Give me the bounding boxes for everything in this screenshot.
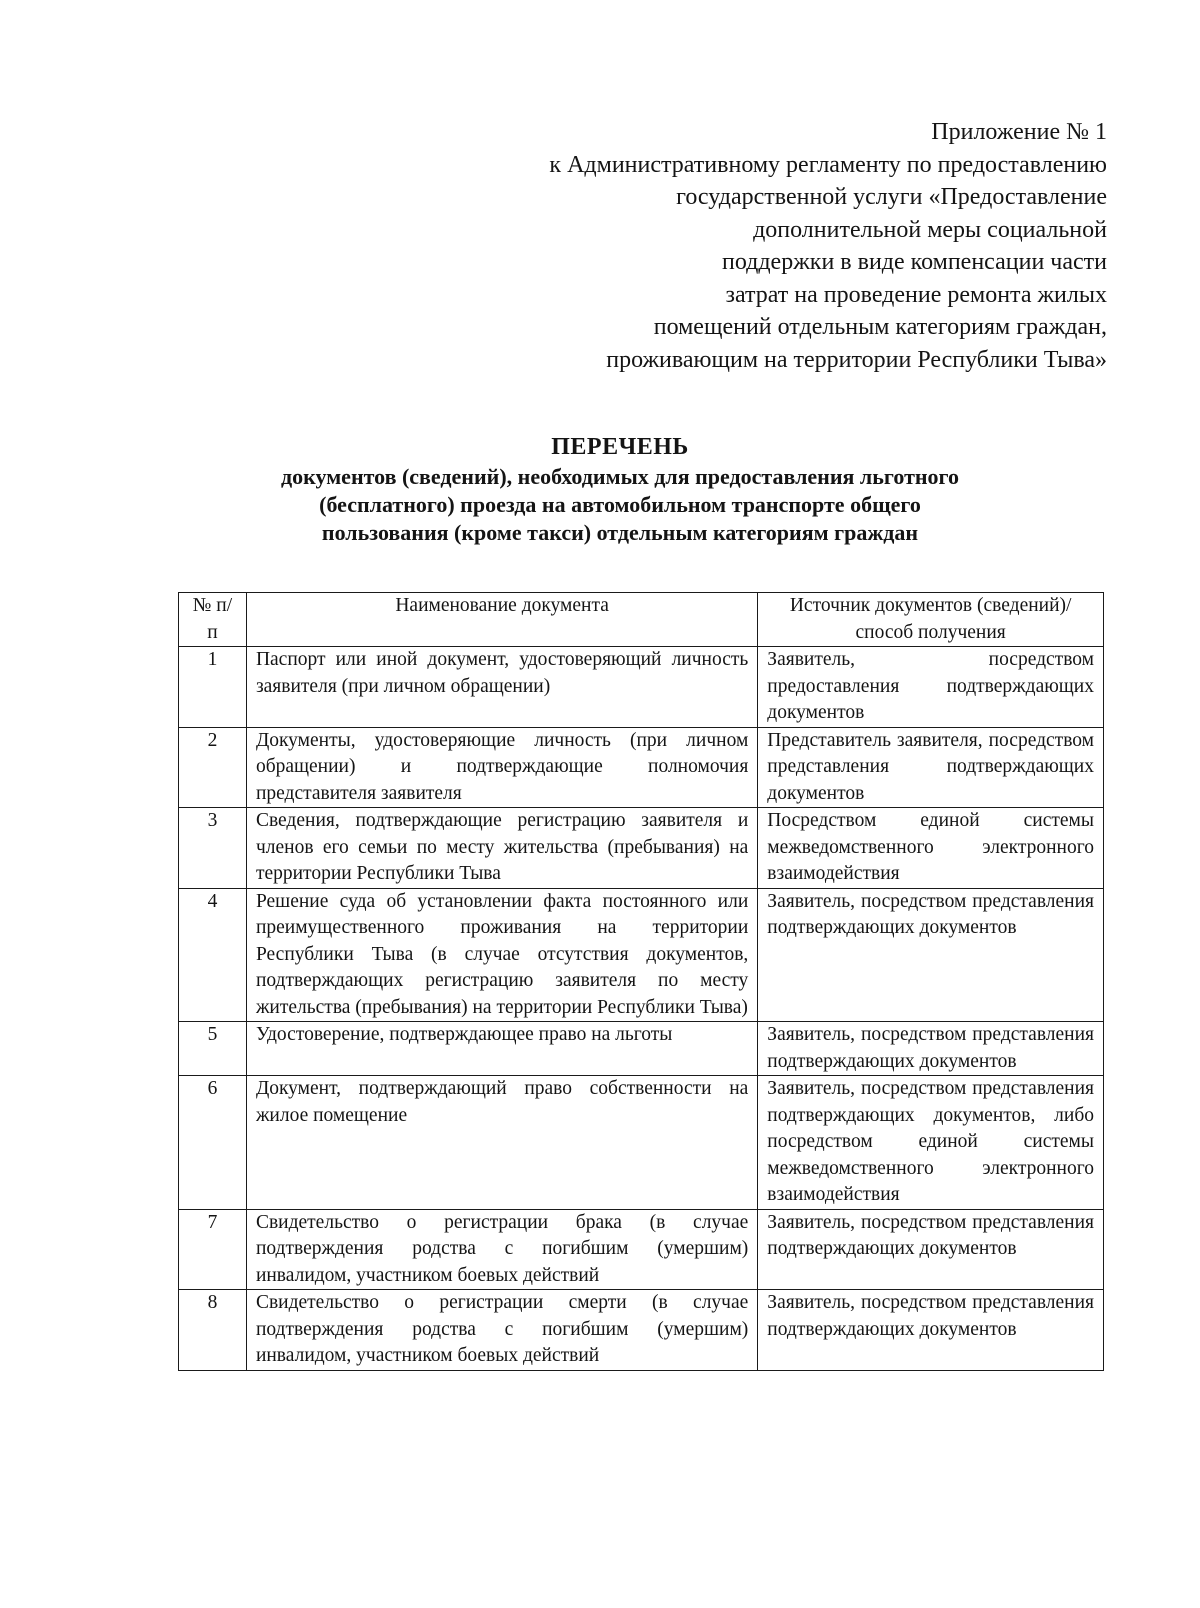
row-num: 6 [179, 1076, 247, 1210]
row-name: Паспорт или иной документ, удостоверяющий личность заявителя (при личном обращении) [246, 647, 757, 728]
table-row [179, 1290, 1104, 1371]
row-source: Заявитель, посредством представления подтверждающих документов [758, 1290, 1104, 1371]
row-num: 1 [179, 647, 247, 728]
row-name: Решение суда об установлении факта постоянного или преимущественного проживания на территории Республики Тыва (в случае отсутствия документов, подтверждающих регистрацию заявителя по месту жительства (пребывания) на территории Республики Тыва) [246, 888, 757, 1022]
row-num: 5 [179, 1022, 247, 1076]
appendix-line: дополнительной меры социальной [753, 216, 1107, 243]
row-source: Заявитель, посредством представления подтверждающих документов, либо посредством единой системы межведомственного электронного взаимодействия [758, 1076, 1104, 1210]
row-num: 4 [179, 888, 247, 1022]
row-name: Удостоверение, подтверждающее право на льготы [246, 1022, 757, 1076]
row-num: 8 [179, 1290, 247, 1371]
appendix-line: Приложение № 1 [931, 119, 1107, 145]
appendix-line: государственной услуги «Предоставление [676, 184, 1107, 210]
table-row [179, 888, 1104, 1022]
table-row [179, 727, 1104, 808]
appendix-header [387, 116, 1107, 376]
table-row [179, 647, 1104, 728]
title-main: ПЕРЕЧЕНЬ [551, 434, 689, 460]
row-source: Заявитель, посредством представления подтверждающих документов [758, 1022, 1104, 1076]
row-source: Заявитель, посредством представления подтверждающих документов [758, 1209, 1104, 1290]
row-name: Документ, подтверждающий право собственности на жилое помещение [246, 1076, 757, 1210]
table-header-row [179, 593, 1104, 647]
appendix-line: поддержки в виде компенсации части [721, 249, 1107, 275]
title-sub-line: пользования (кроме такси) отдельным категориям граждан [321, 520, 919, 545]
row-source: Представитель заявителя, посредством представления подтверждающих документов [758, 727, 1104, 808]
row-num: 3 [179, 808, 247, 889]
table-row [179, 808, 1104, 889]
appendix-line: к Административному регламенту по предоставлению [549, 151, 1107, 178]
header-num: № п/п [179, 593, 247, 647]
appendix-line: затрат на проведение ремонта жилых [725, 281, 1107, 308]
header-source: Источник документов (сведений)/способ получения [758, 593, 1104, 647]
row-name: Свидетельство о регистрации смерти (в случае подтверждения родства с погибшим (умершим) инвалидом, участником боевых действий [246, 1290, 757, 1371]
header-name: Наименование документа [246, 593, 757, 647]
row-source: Посредством единой системы межведомственного электронного взаимодействия [758, 808, 1104, 889]
row-num: 7 [179, 1209, 247, 1290]
title-sub-line: (бесплатного) проезда на автомобильном транспорте общего [319, 492, 921, 517]
title-subtitle [150, 463, 1090, 547]
appendix-line: помещений отдельным категориям граждан, [653, 314, 1107, 340]
documents-table [178, 592, 1104, 1371]
table-row [179, 1022, 1104, 1076]
row-name: Документы, удостоверяющие личность (при личном обращении) и подтверждающие полномочия представителя заявителя [246, 727, 757, 808]
title-sub-line: документов (сведений), необходимых для предоставления льготного [280, 464, 959, 489]
row-source: Заявитель, посредством предоставления подтверждающих документов [758, 647, 1104, 728]
row-source: Заявитель, посредством представления подтверждающих документов [758, 888, 1104, 1022]
document-title [150, 433, 1090, 547]
appendix-line: проживающим на территории Республики Тыва» [606, 346, 1107, 373]
row-name: Сведения, подтверждающие регистрацию заявителя и членов его семьи по месту жительства (пребывания) на территории Республики Тыва [246, 808, 757, 889]
row-name: Свидетельство о регистрации брака (в случае подтверждения родства с погибшим (умершим) инвалидом, участником боевых действий [246, 1209, 757, 1290]
table-row [179, 1209, 1104, 1290]
table-row [179, 1076, 1104, 1210]
row-num: 2 [179, 727, 247, 808]
